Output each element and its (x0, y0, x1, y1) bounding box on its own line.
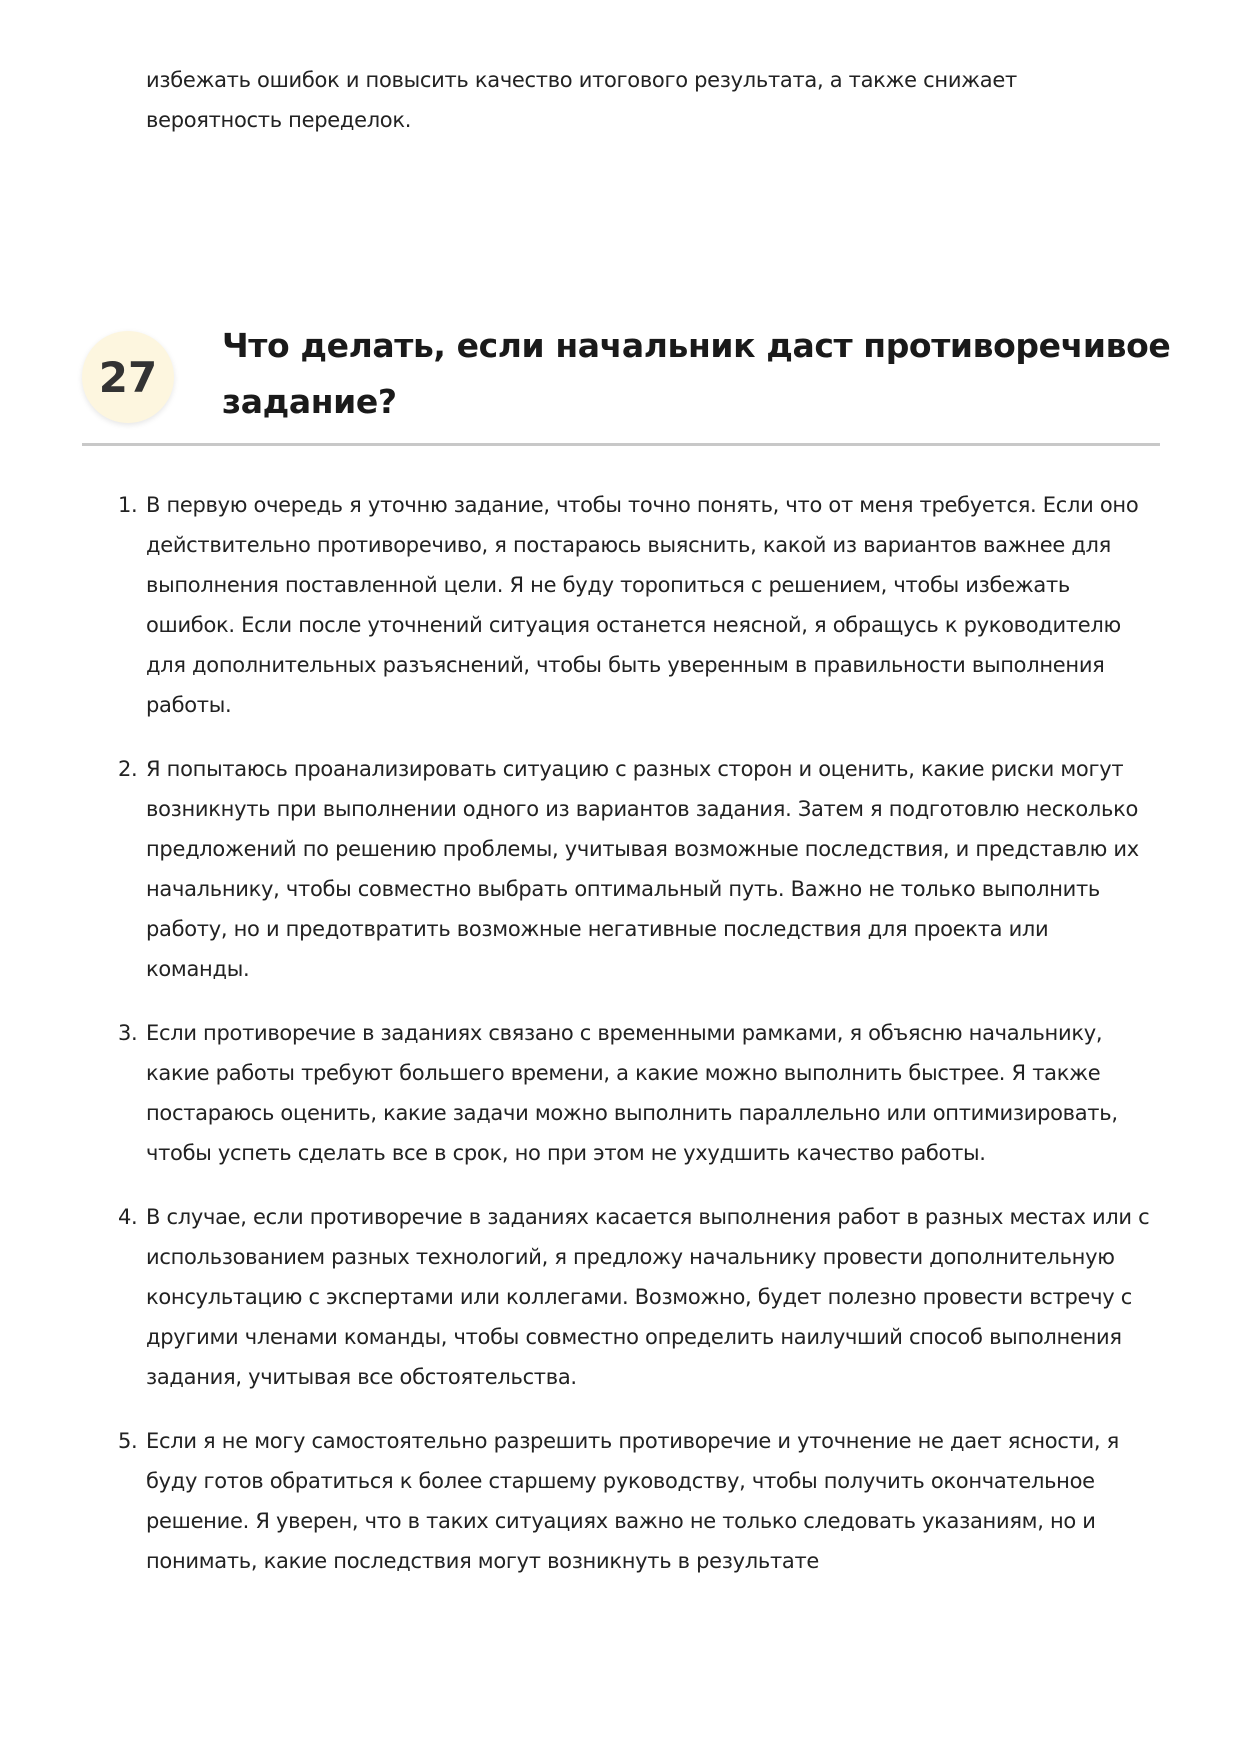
answer-item-3 (0, 1013, 1156, 1173)
section-divider (82, 443, 1160, 446)
intro-paragraph: избежать ошибок и повысить качество итогового результата, а также снижает вероятность переделок. (146, 68, 1017, 132)
answer-text: В случае, если противоречие в заданиях касается выполнения работ в разных местах или с использованием разных технологий, я предложу начальнику провести дополнительную консультацию с экспертами или коллегами. Возможно, будет полезно провести встречу с другими членами команды, чтобы совместно определить наилучший способ выполнения задания, учитывая все обстоятельства. (146, 1205, 1150, 1389)
answer-text: В первую очередь я уточню задание, чтобы точно понять, что от меня требуется. Если оно действительно противоречиво, я постараюсь выяснить, какой из вариантов важнее для выполнения поставленной цели. Я не буду торопиться с решением, чтобы избежать ошибок. Если после уточнений ситуация останется неясной, я обращусь к руководителю для дополнительных разъяснений, чтобы быть уверенным в правильности выполнения работы. (146, 493, 1139, 717)
answer-marker: 4. (118, 1205, 138, 1229)
answer-item-4 (0, 1197, 1156, 1397)
answer-marker: 2. (118, 757, 138, 781)
answer-item-5 (0, 1421, 1156, 1581)
answer-item-1 (0, 485, 1156, 725)
answer-text: Если противоречие в заданиях связано с временными рамками, я объясню начальнику, какие работы требуют большего времени, а какие можно выполнить быстрее. Я также постараюсь оценить, какие задачи можно выполнить параллельно или оптимизировать, чтобы успеть сделать все в срок, но при этом не ухудшить качество работы. (146, 1021, 1118, 1165)
answer-marker: 1. (118, 493, 138, 517)
question-title: Что делать, если начальник даст противоречивое задание? (222, 326, 1171, 421)
answer-item-2 (0, 749, 1156, 989)
question-number-badge: 27 (82, 331, 174, 423)
answer-marker: 3. (118, 1021, 138, 1045)
answer-marker: 5. (118, 1429, 138, 1453)
answer-list (0, 485, 1239, 1605)
answer-text: Если я не могу самостоятельно разрешить противоречие и уточнение не дает ясности, я буду готов обратиться к более старшему руководству, чтобы получить окончательное решение. Я уверен, что в таких ситуациях важно не только следовать указаниям, но и понимать, какие последствия могут возникнуть в результате (146, 1429, 1119, 1573)
answer-text: Я попытаюсь проанализировать ситуацию с разных сторон и оценить, какие риски могут возникнуть при выполнении одного из вариантов задания. Затем я подготовлю несколько предложений по решению проблемы, учитывая возможные последствия, и представлю их начальнику, чтобы совместно выбрать оптимальный путь. Важно не только выполнить работу, но и предотвратить возможные негативные последствия для проекта или команды. (146, 757, 1139, 981)
